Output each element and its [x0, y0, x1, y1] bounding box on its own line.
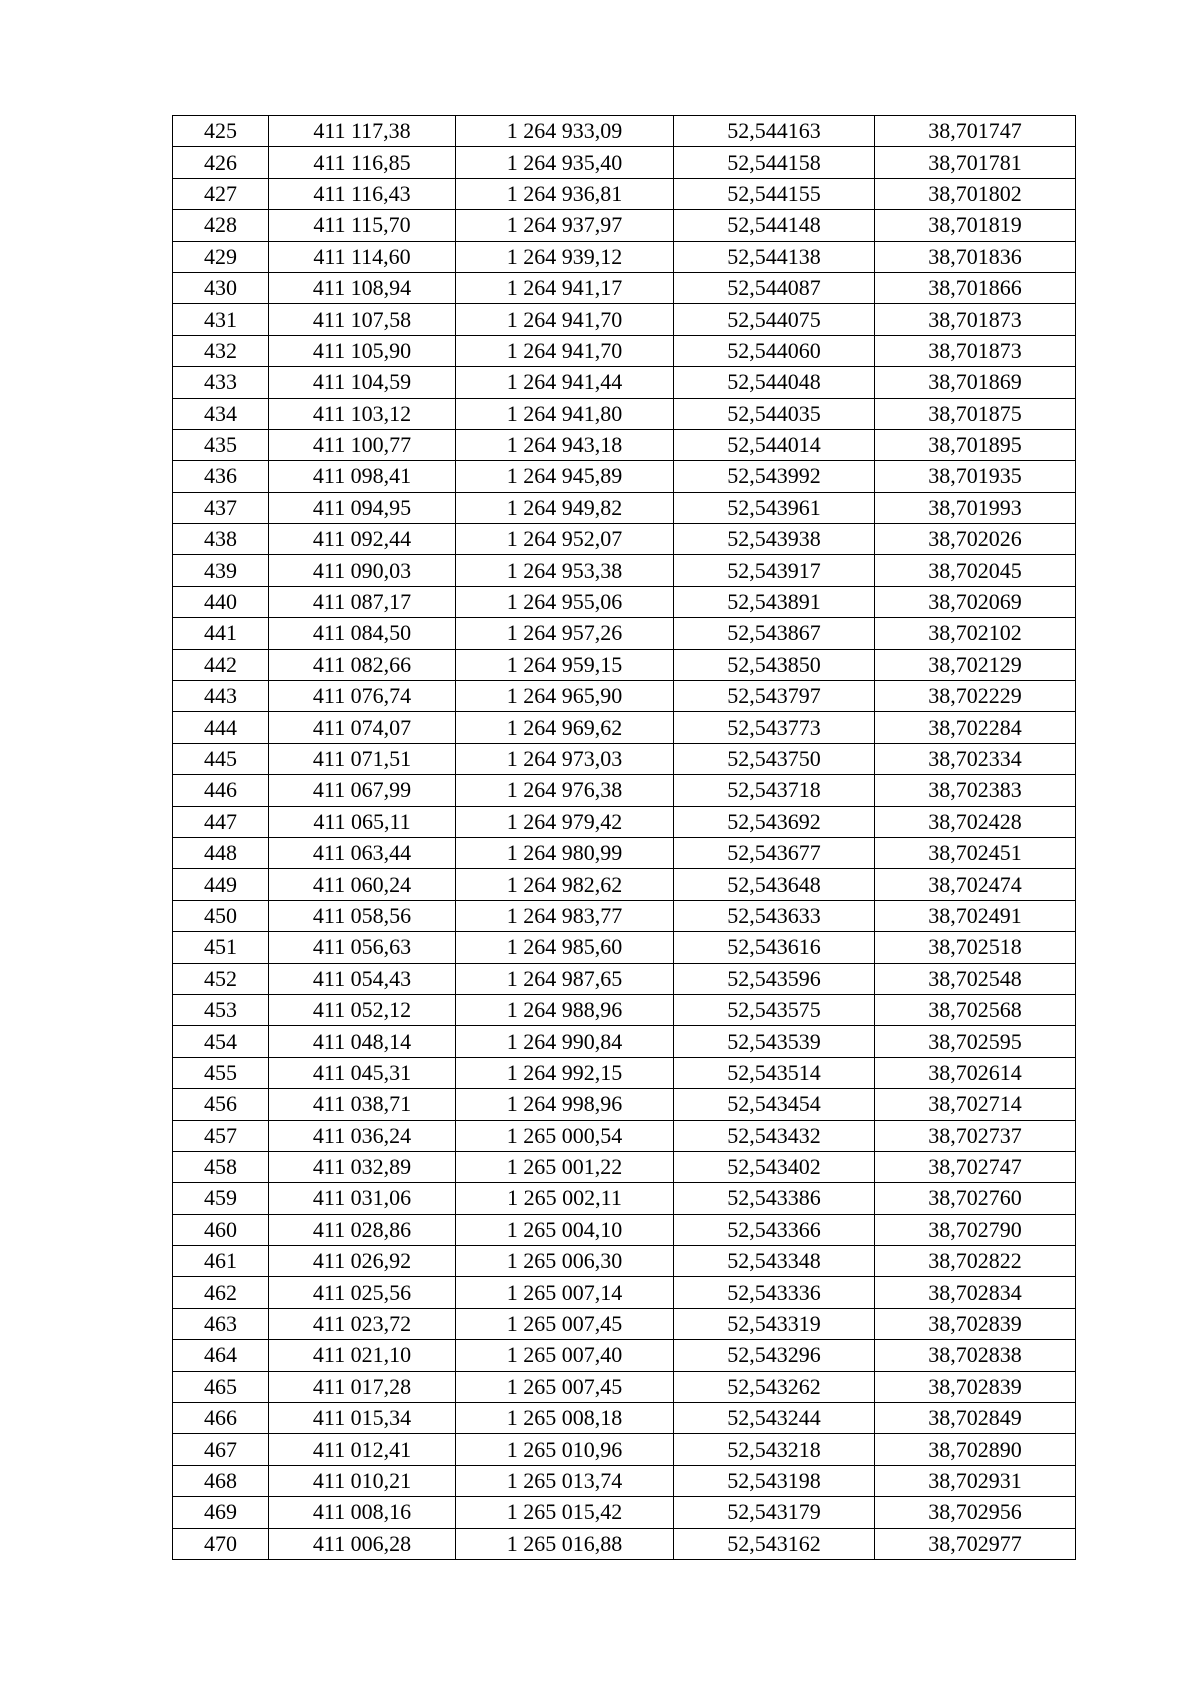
y-coordinate-cell: 1 265 006,30: [456, 1246, 674, 1277]
table-row: [173, 1214, 1076, 1245]
longitude-cell: 38,701781: [875, 147, 1076, 178]
x-coordinate-cell: 411 028,86: [269, 1214, 456, 1245]
longitude-cell: 38,702474: [875, 869, 1076, 900]
latitude-cell: 52,543162: [674, 1528, 875, 1559]
x-coordinate-cell: 411 104,59: [269, 367, 456, 398]
table-row: [173, 304, 1076, 335]
longitude-cell: 38,701993: [875, 492, 1076, 523]
latitude-cell: 52,543992: [674, 461, 875, 492]
longitude-cell: 38,702890: [875, 1434, 1076, 1465]
longitude-cell: 38,702334: [875, 743, 1076, 774]
x-coordinate-cell: 411 038,71: [269, 1089, 456, 1120]
y-coordinate-cell: 1 264 979,42: [456, 806, 674, 837]
latitude-cell: 52,543773: [674, 712, 875, 743]
y-coordinate-cell: 1 264 973,03: [456, 743, 674, 774]
y-coordinate-cell: 1 264 945,89: [456, 461, 674, 492]
x-coordinate-cell: 411 017,28: [269, 1371, 456, 1402]
point-number-cell: 458: [173, 1151, 269, 1182]
table-row: [173, 869, 1076, 900]
longitude-cell: 38,702518: [875, 932, 1076, 963]
latitude-cell: 52,544035: [674, 398, 875, 429]
longitude-cell: 38,702102: [875, 618, 1076, 649]
point-number-cell: 434: [173, 398, 269, 429]
table-row: [173, 712, 1076, 743]
x-coordinate-cell: 411 116,43: [269, 178, 456, 209]
latitude-cell: 52,544048: [674, 367, 875, 398]
y-coordinate-cell: 1 265 007,45: [456, 1308, 674, 1339]
longitude-cell: 38,702838: [875, 1340, 1076, 1371]
table-row: [173, 681, 1076, 712]
point-number-cell: 437: [173, 492, 269, 523]
x-coordinate-cell: 411 067,99: [269, 775, 456, 806]
longitude-cell: 38,702977: [875, 1528, 1076, 1559]
table-row: [173, 618, 1076, 649]
y-coordinate-cell: 1 264 941,17: [456, 272, 674, 303]
y-coordinate-cell: 1 265 004,10: [456, 1214, 674, 1245]
longitude-cell: 38,702614: [875, 1057, 1076, 1088]
latitude-cell: 52,543432: [674, 1120, 875, 1151]
x-coordinate-cell: 411 010,21: [269, 1465, 456, 1496]
table-row: [173, 806, 1076, 837]
table-row: [173, 1277, 1076, 1308]
point-number-cell: 461: [173, 1246, 269, 1277]
latitude-cell: 52,543386: [674, 1183, 875, 1214]
x-coordinate-cell: 411 032,89: [269, 1151, 456, 1182]
y-coordinate-cell: 1 264 957,26: [456, 618, 674, 649]
longitude-cell: 38,702839: [875, 1308, 1076, 1339]
latitude-cell: 52,543262: [674, 1371, 875, 1402]
point-number-cell: 460: [173, 1214, 269, 1245]
table-row: [173, 994, 1076, 1025]
point-number-cell: 445: [173, 743, 269, 774]
point-number-cell: 444: [173, 712, 269, 743]
point-number-cell: 440: [173, 586, 269, 617]
point-number-cell: 457: [173, 1120, 269, 1151]
latitude-cell: 52,544148: [674, 210, 875, 241]
y-coordinate-cell: 1 264 959,15: [456, 649, 674, 680]
x-coordinate-cell: 411 100,77: [269, 429, 456, 460]
table-row: [173, 1089, 1076, 1120]
y-coordinate-cell: 1 264 939,12: [456, 241, 674, 272]
table-row: [173, 367, 1076, 398]
longitude-cell: 38,702595: [875, 1026, 1076, 1057]
latitude-cell: 52,544158: [674, 147, 875, 178]
table-row: [173, 1026, 1076, 1057]
table-row: [173, 963, 1076, 994]
point-number-cell: 448: [173, 837, 269, 868]
table-row: [173, 241, 1076, 272]
point-number-cell: 464: [173, 1340, 269, 1371]
point-number-cell: 459: [173, 1183, 269, 1214]
y-coordinate-cell: 1 264 998,96: [456, 1089, 674, 1120]
latitude-cell: 52,543718: [674, 775, 875, 806]
y-coordinate-cell: 1 264 990,84: [456, 1026, 674, 1057]
latitude-cell: 52,544163: [674, 116, 875, 147]
point-number-cell: 427: [173, 178, 269, 209]
y-coordinate-cell: 1 264 933,09: [456, 116, 674, 147]
x-coordinate-cell: 411 052,12: [269, 994, 456, 1025]
latitude-cell: 52,543850: [674, 649, 875, 680]
x-coordinate-cell: 411 115,70: [269, 210, 456, 241]
point-number-cell: 431: [173, 304, 269, 335]
y-coordinate-cell: 1 264 949,82: [456, 492, 674, 523]
point-number-cell: 463: [173, 1308, 269, 1339]
x-coordinate-cell: 411 048,14: [269, 1026, 456, 1057]
x-coordinate-cell: 411 082,66: [269, 649, 456, 680]
table-row: [173, 555, 1076, 586]
x-coordinate-cell: 411 036,24: [269, 1120, 456, 1151]
longitude-cell: 38,702760: [875, 1183, 1076, 1214]
table-row: [173, 492, 1076, 523]
x-coordinate-cell: 411 045,31: [269, 1057, 456, 1088]
y-coordinate-cell: 1 264 969,62: [456, 712, 674, 743]
latitude-cell: 52,543917: [674, 555, 875, 586]
point-number-cell: 442: [173, 649, 269, 680]
y-coordinate-cell: 1 264 983,77: [456, 900, 674, 931]
y-coordinate-cell: 1 264 935,40: [456, 147, 674, 178]
latitude-cell: 52,544060: [674, 335, 875, 366]
table-row: [173, 1183, 1076, 1214]
point-number-cell: 447: [173, 806, 269, 837]
x-coordinate-cell: 411 006,28: [269, 1528, 456, 1559]
y-coordinate-cell: 1 264 987,65: [456, 963, 674, 994]
table-row: [173, 837, 1076, 868]
point-number-cell: 441: [173, 618, 269, 649]
longitude-cell: 38,701747: [875, 116, 1076, 147]
x-coordinate-cell: 411 117,38: [269, 116, 456, 147]
y-coordinate-cell: 1 264 953,38: [456, 555, 674, 586]
x-coordinate-cell: 411 108,94: [269, 272, 456, 303]
latitude-cell: 52,544075: [674, 304, 875, 335]
longitude-cell: 38,702026: [875, 524, 1076, 555]
latitude-cell: 52,544138: [674, 241, 875, 272]
table-row: [173, 524, 1076, 555]
point-number-cell: 451: [173, 932, 269, 963]
x-coordinate-cell: 411 107,58: [269, 304, 456, 335]
table-row: [173, 178, 1076, 209]
longitude-cell: 38,702747: [875, 1151, 1076, 1182]
latitude-cell: 52,543648: [674, 869, 875, 900]
x-coordinate-cell: 411 098,41: [269, 461, 456, 492]
point-number-cell: 435: [173, 429, 269, 460]
table-row: [173, 147, 1076, 178]
longitude-cell: 38,701802: [875, 178, 1076, 209]
latitude-cell: 52,543938: [674, 524, 875, 555]
y-coordinate-cell: 1 264 941,70: [456, 304, 674, 335]
x-coordinate-cell: 411 103,12: [269, 398, 456, 429]
longitude-cell: 38,702548: [875, 963, 1076, 994]
x-coordinate-cell: 411 026,92: [269, 1246, 456, 1277]
longitude-cell: 38,702284: [875, 712, 1076, 743]
latitude-cell: 52,543402: [674, 1151, 875, 1182]
longitude-cell: 38,702822: [875, 1246, 1076, 1277]
latitude-cell: 52,543750: [674, 743, 875, 774]
point-number-cell: 430: [173, 272, 269, 303]
table-row: [173, 429, 1076, 460]
y-coordinate-cell: 1 265 007,14: [456, 1277, 674, 1308]
x-coordinate-cell: 411 023,72: [269, 1308, 456, 1339]
longitude-cell: 38,702849: [875, 1403, 1076, 1434]
x-coordinate-cell: 411 092,44: [269, 524, 456, 555]
longitude-cell: 38,701935: [875, 461, 1076, 492]
longitude-cell: 38,701819: [875, 210, 1076, 241]
longitude-cell: 38,702568: [875, 994, 1076, 1025]
y-coordinate-cell: 1 265 007,45: [456, 1371, 674, 1402]
x-coordinate-cell: 411 060,24: [269, 869, 456, 900]
latitude-cell: 52,544155: [674, 178, 875, 209]
x-coordinate-cell: 411 090,03: [269, 555, 456, 586]
point-number-cell: 425: [173, 116, 269, 147]
latitude-cell: 52,543616: [674, 932, 875, 963]
longitude-cell: 38,701873: [875, 335, 1076, 366]
table-row: [173, 900, 1076, 931]
longitude-cell: 38,702428: [875, 806, 1076, 837]
latitude-cell: 52,543891: [674, 586, 875, 617]
point-number-cell: 462: [173, 1277, 269, 1308]
latitude-cell: 52,543797: [674, 681, 875, 712]
latitude-cell: 52,543539: [674, 1026, 875, 1057]
x-coordinate-cell: 411 063,44: [269, 837, 456, 868]
point-number-cell: 446: [173, 775, 269, 806]
x-coordinate-cell: 411 065,11: [269, 806, 456, 837]
table-row: [173, 1308, 1076, 1339]
latitude-cell: 52,543319: [674, 1308, 875, 1339]
x-coordinate-cell: 411 087,17: [269, 586, 456, 617]
table-row: [173, 1120, 1076, 1151]
y-coordinate-cell: 1 265 010,96: [456, 1434, 674, 1465]
point-number-cell: 467: [173, 1434, 269, 1465]
table-row: [173, 1340, 1076, 1371]
x-coordinate-cell: 411 114,60: [269, 241, 456, 272]
point-number-cell: 456: [173, 1089, 269, 1120]
longitude-cell: 38,702839: [875, 1371, 1076, 1402]
x-coordinate-cell: 411 012,41: [269, 1434, 456, 1465]
table-row: [173, 1465, 1076, 1496]
point-number-cell: 436: [173, 461, 269, 492]
point-number-cell: 449: [173, 869, 269, 900]
y-coordinate-cell: 1 264 992,15: [456, 1057, 674, 1088]
longitude-cell: 38,702834: [875, 1277, 1076, 1308]
y-coordinate-cell: 1 264 943,18: [456, 429, 674, 460]
point-number-cell: 433: [173, 367, 269, 398]
point-number-cell: 453: [173, 994, 269, 1025]
y-coordinate-cell: 1 265 002,11: [456, 1183, 674, 1214]
table-row: [173, 1434, 1076, 1465]
x-coordinate-cell: 411 058,56: [269, 900, 456, 931]
x-coordinate-cell: 411 071,51: [269, 743, 456, 774]
latitude-cell: 52,543961: [674, 492, 875, 523]
y-coordinate-cell: 1 264 952,07: [456, 524, 674, 555]
table-row: [173, 1151, 1076, 1182]
latitude-cell: 52,543296: [674, 1340, 875, 1371]
y-coordinate-cell: 1 264 980,99: [456, 837, 674, 868]
point-number-cell: 454: [173, 1026, 269, 1057]
y-coordinate-cell: 1 265 001,22: [456, 1151, 674, 1182]
longitude-cell: 38,702129: [875, 649, 1076, 680]
table-row: [173, 398, 1076, 429]
table-row: [173, 461, 1076, 492]
longitude-cell: 38,702790: [875, 1214, 1076, 1245]
point-number-cell: 439: [173, 555, 269, 586]
table-row: [173, 272, 1076, 303]
point-number-cell: 470: [173, 1528, 269, 1559]
y-coordinate-cell: 1 265 007,40: [456, 1340, 674, 1371]
latitude-cell: 52,543244: [674, 1403, 875, 1434]
x-coordinate-cell: 411 008,16: [269, 1497, 456, 1528]
x-coordinate-cell: 411 084,50: [269, 618, 456, 649]
longitude-cell: 38,702229: [875, 681, 1076, 712]
longitude-cell: 38,702069: [875, 586, 1076, 617]
point-number-cell: 450: [173, 900, 269, 931]
y-coordinate-cell: 1 265 008,18: [456, 1403, 674, 1434]
table-row: [173, 743, 1076, 774]
coordinates-table-body: [173, 116, 1076, 1560]
point-number-cell: 455: [173, 1057, 269, 1088]
y-coordinate-cell: 1 264 941,44: [456, 367, 674, 398]
x-coordinate-cell: 411 094,95: [269, 492, 456, 523]
table-row: [173, 1528, 1076, 1559]
table-row: [173, 1057, 1076, 1088]
latitude-cell: 52,543692: [674, 806, 875, 837]
y-coordinate-cell: 1 264 982,62: [456, 869, 674, 900]
point-number-cell: 428: [173, 210, 269, 241]
point-number-cell: 432: [173, 335, 269, 366]
y-coordinate-cell: 1 264 976,38: [456, 775, 674, 806]
longitude-cell: 38,701836: [875, 241, 1076, 272]
latitude-cell: 52,543366: [674, 1214, 875, 1245]
latitude-cell: 52,543514: [674, 1057, 875, 1088]
latitude-cell: 52,543179: [674, 1497, 875, 1528]
longitude-cell: 38,701875: [875, 398, 1076, 429]
x-coordinate-cell: 411 054,43: [269, 963, 456, 994]
x-coordinate-cell: 411 015,34: [269, 1403, 456, 1434]
latitude-cell: 52,544087: [674, 272, 875, 303]
table-row: [173, 932, 1076, 963]
y-coordinate-cell: 1 264 965,90: [456, 681, 674, 712]
y-coordinate-cell: 1 265 000,54: [456, 1120, 674, 1151]
table-row: [173, 116, 1076, 147]
y-coordinate-cell: 1 264 988,96: [456, 994, 674, 1025]
longitude-cell: 38,702714: [875, 1089, 1076, 1120]
point-number-cell: 443: [173, 681, 269, 712]
latitude-cell: 52,543596: [674, 963, 875, 994]
x-coordinate-cell: 411 074,07: [269, 712, 456, 743]
point-number-cell: 426: [173, 147, 269, 178]
table-row: [173, 1246, 1076, 1277]
latitude-cell: 52,543218: [674, 1434, 875, 1465]
latitude-cell: 52,543677: [674, 837, 875, 868]
y-coordinate-cell: 1 265 016,88: [456, 1528, 674, 1559]
point-number-cell: 438: [173, 524, 269, 555]
y-coordinate-cell: 1 264 955,06: [456, 586, 674, 617]
point-number-cell: 429: [173, 241, 269, 272]
point-number-cell: 466: [173, 1403, 269, 1434]
latitude-cell: 52,543348: [674, 1246, 875, 1277]
x-coordinate-cell: 411 116,85: [269, 147, 456, 178]
x-coordinate-cell: 411 076,74: [269, 681, 456, 712]
table-row: [173, 335, 1076, 366]
latitude-cell: 52,543867: [674, 618, 875, 649]
point-number-cell: 468: [173, 1465, 269, 1496]
latitude-cell: 52,543198: [674, 1465, 875, 1496]
table-row: [173, 586, 1076, 617]
point-number-cell: 465: [173, 1371, 269, 1402]
x-coordinate-cell: 411 056,63: [269, 932, 456, 963]
latitude-cell: 52,543454: [674, 1089, 875, 1120]
x-coordinate-cell: 411 105,90: [269, 335, 456, 366]
table-row: [173, 1497, 1076, 1528]
longitude-cell: 38,701873: [875, 304, 1076, 335]
y-coordinate-cell: 1 265 013,74: [456, 1465, 674, 1496]
latitude-cell: 52,544014: [674, 429, 875, 460]
longitude-cell: 38,702451: [875, 837, 1076, 868]
longitude-cell: 38,701866: [875, 272, 1076, 303]
longitude-cell: 38,702931: [875, 1465, 1076, 1496]
table-row: [173, 1403, 1076, 1434]
point-number-cell: 452: [173, 963, 269, 994]
table-row: [173, 649, 1076, 680]
table-row: [173, 1371, 1076, 1402]
longitude-cell: 38,702737: [875, 1120, 1076, 1151]
latitude-cell: 52,543336: [674, 1277, 875, 1308]
y-coordinate-cell: 1 265 015,42: [456, 1497, 674, 1528]
longitude-cell: 38,702956: [875, 1497, 1076, 1528]
table-row: [173, 210, 1076, 241]
longitude-cell: 38,702491: [875, 900, 1076, 931]
table-row: [173, 775, 1076, 806]
latitude-cell: 52,543575: [674, 994, 875, 1025]
x-coordinate-cell: 411 025,56: [269, 1277, 456, 1308]
longitude-cell: 38,702383: [875, 775, 1076, 806]
latitude-cell: 52,543633: [674, 900, 875, 931]
y-coordinate-cell: 1 264 985,60: [456, 932, 674, 963]
y-coordinate-cell: 1 264 941,80: [456, 398, 674, 429]
coordinates-table: [172, 115, 1076, 1560]
longitude-cell: 38,701869: [875, 367, 1076, 398]
y-coordinate-cell: 1 264 936,81: [456, 178, 674, 209]
x-coordinate-cell: 411 031,06: [269, 1183, 456, 1214]
longitude-cell: 38,702045: [875, 555, 1076, 586]
y-coordinate-cell: 1 264 941,70: [456, 335, 674, 366]
longitude-cell: 38,701895: [875, 429, 1076, 460]
x-coordinate-cell: 411 021,10: [269, 1340, 456, 1371]
point-number-cell: 469: [173, 1497, 269, 1528]
y-coordinate-cell: 1 264 937,97: [456, 210, 674, 241]
